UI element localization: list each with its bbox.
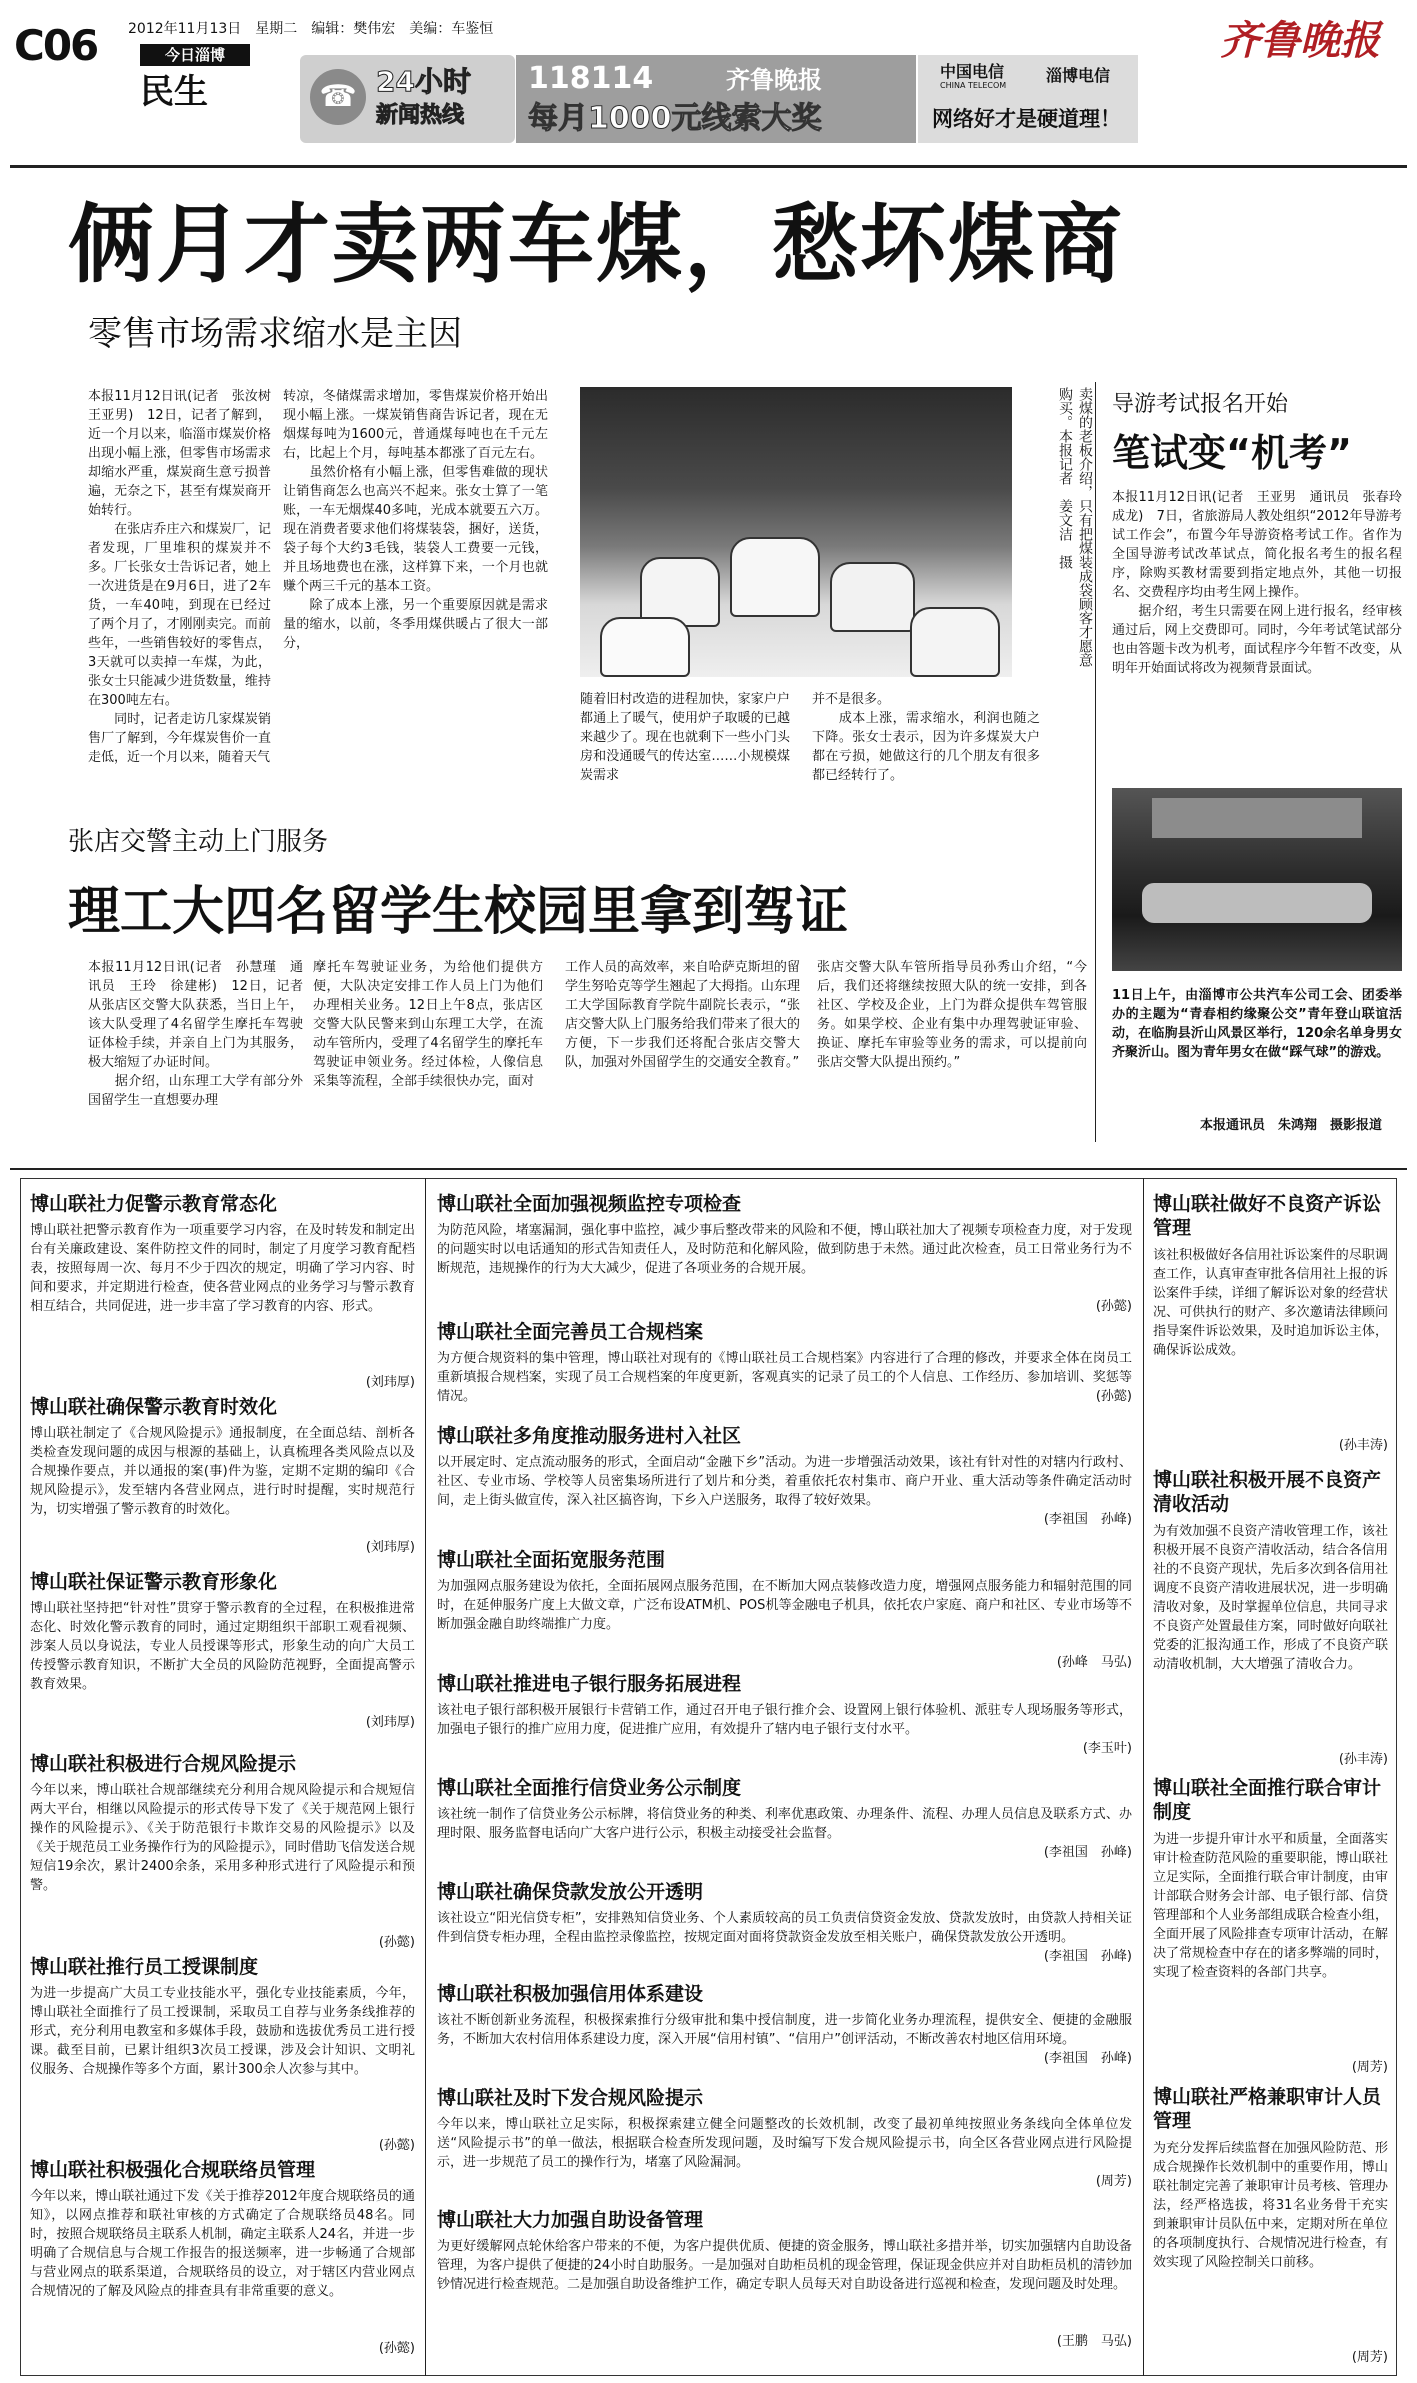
brief-title: 博山联社积极进行合规风险提示 <box>30 1753 297 1775</box>
brief-credit: (李玉叶) <box>1082 1741 1132 1756</box>
hotline-sub: 新闻热线 <box>376 103 465 128</box>
hotline-big: 24小时 <box>376 65 471 98</box>
brief-item <box>437 2208 1132 2368</box>
brief-title: 博山联社及时下发合规风险提示 <box>437 2087 704 2109</box>
brief-title: 博山联社推进电子银行服务拓展进程 <box>437 1673 742 1695</box>
page-number: C06 <box>14 21 98 70</box>
section-rule <box>10 1168 1407 1170</box>
brief-body: 以开展定时、定点流动服务的形式，全面启动“金融下乡”活动。为进一步增强活动效果，该社有针对性的对辖内行政村、社区、专业市场、学校等人员密集场所进行了划片和分类，着重依托农村集市、商户开业、重大活动等条件确定活动时间，走上街头做宣传，深入社区搞咨询，下乡入户送服务，取得了较好效果。 <box>437 1455 1132 1508</box>
brief-item <box>437 1320 1132 1422</box>
traffic-col-2: 摩托车驾驶证业务，为给他们提供方便，大队决定安排工作人员上门为他们办理相关业务。12日上午8点，张店区交警大队民警来到山东理工大学，在流动车管所内，受理了4名留学生的摩托车驾驶证申领业务。经过体检，人像信息采集等流程，全部手续很快办完，面对 <box>313 960 543 1089</box>
lead-col-3: 随着旧村改造的进程加快，家家户户都通上了暖气，使用炉子取暖的已越来越少了。现在也就剩下一些小门头房和没通暖气的传达室……小规模煤炭需求 <box>580 692 790 783</box>
brief-credit: (周芳) <box>1095 2174 1132 2189</box>
brief-title: 博山联社保证警示教育形象化 <box>30 1571 278 1593</box>
newspaper-logo: 齐鲁晚报 <box>1220 17 1380 64</box>
brief-item <box>437 1880 1132 1980</box>
crowd <box>1142 883 1372 923</box>
brief-body: 今年以来，博山联社通过下发《关于推荐2012年度合规联络员的通知》，以网点推荐和联社审核的方式确定了合规联络员48名。同时，按照合规联络员主联系人机制，确定主联系人24名，并进一步明确了合规信息与合规工作报告的报送频率，进一步畅通了合规部与营业网点的联系渠道，合规联络员的设立，对于辖区内营业网点合规情况的了解及风险点的排查具有非常重要的意义。 <box>30 2189 415 2299</box>
brief-body: 为更好缓解网点轮休给客户带来的不便，为客户提供优质、便捷的资金服务，博山联社多措并举，切实加强辖内自助设备管理，为客户提供了便捷的24小时自助服务。一是加强对自助柜员机的现金管理，保证现金供应并对自助柜员机的清钞加钞情况进行检查规范。二是加强自助设备维护工作，确定专职人员每天对自助设备进行巡视和检查，发现问题及时处理。 <box>437 2239 1132 2292</box>
brief-credit: (孙峰 马弘) <box>1056 1655 1132 1670</box>
traffic-col-4: 张店交警大队车管所指导员孙秀山介绍，“今后，我们还将继续按照大队的统一安排，到各社区、学校及企业，上门为群众提供车驾管服务。如果学校、企业有集中办理驾驶证审验、换证、摩托车审验等业务的需求，可以提前向张店交警大队提出预约。” <box>817 960 1087 1070</box>
brief-title: 博山联社严格兼职审计人员管理 <box>1153 2086 1382 2132</box>
brief-title: 博山联社大力加强自助设备管理 <box>437 2209 704 2231</box>
brief-body: 该社设立“阳光信贷专柜”，安排熟知信贷业务、个人素质较高的员工负责信贷资金发放、贷款发放时，由贷款人持相关证件到信贷专柜办理，全程由监控录像监控，按规定面对面将贷款资金发放至相关账户，确保贷款发放公开透明。 <box>437 1911 1132 1945</box>
brief-credit: (李祖国 孙峰) <box>1043 2051 1132 2066</box>
brief-item <box>437 2086 1132 2206</box>
brief-item <box>30 1192 415 1392</box>
brief-item <box>1153 1468 1388 1768</box>
brief-title: 博山联社全面拓宽服务范围 <box>437 1549 666 1571</box>
brief-body: 该社积极做好各信用社诉讼案件的尽职调查工作，认真审查审批各信用社上报的诉讼案件手续，详细了解诉讼对象的经营状况、可供执行的财产、多次邀请法律顾问指导案件诉讼效果，及时追加诉讼主体，确保诉讼成效。 <box>1153 1248 1388 1358</box>
brief-body: 博山联社坚持把“针对性”贯穿于警示教育的全过程，在积极推进常态化、时效化警示教育的同时，通过定期组织干部职工观看视频、涉案人员以身说法，专业人员授课等形式，形象生动的向广大员工传授警示教育知识，不断扩大全员的风险防范视野，全面提高警示教育效果。 <box>30 1601 415 1692</box>
guide-photo-caption: 11日上午，由淄博市公共汽车公司工会、团委举办的主题为“青春相约缘聚公交”青年登山联谊活动，在临朐县沂山风景区举行，120余名单身男女齐聚沂山。图为青年男女在做“踩气球”的游戏。 <box>1112 988 1402 1060</box>
brief-credit: (李祖国 孙峰) <box>1043 1845 1132 1860</box>
lead-col-4: 并不是很多。 成本上涨，需求缩水，利润也随之下降。张女士表示，因为许多煤炭大户都在亏损，她做这行的几个朋友有很多都已经转行了。 <box>812 692 1040 783</box>
brief-body: 该社统一制作了信贷业务公示标牌，将信贷业务的种类、利率优惠政策、办理条件、流程、办理人员信息及联系方式、办理时限、服务监督电话向广大客户进行公示，积极主动接受社会监督。 <box>437 1807 1132 1841</box>
brief-body: 为防范风险，堵塞漏洞，强化事中监控，减少事后整改带来的风险和不便，博山联社加大了视频专项检查力度，对于发现的问题实时以电话通知的形式告知责任人，及时防范和化解风险，做到防患于未然。通过此次检查，员工日常业务行为不断规范，违规操作的行为大大减少，促进了各项业务的合规开展。 <box>437 1223 1132 1276</box>
masthead-rule <box>10 165 1407 168</box>
brief-credit: (孙懿) <box>1095 1389 1132 1404</box>
brief-title: 博山联社确保贷款发放公开透明 <box>437 1881 704 1903</box>
telecom-brand-en: CHINA TELECOM <box>940 81 1007 90</box>
coal-bag <box>830 562 915 632</box>
traffic-kicker: 张店交警主动上门服务 <box>68 827 329 857</box>
brief-item <box>437 1982 1132 2084</box>
brief-item <box>30 1570 415 1748</box>
brief-credit: (周芳) <box>1351 2060 1388 2075</box>
brief-body: 该社不断创新业务流程，积极探索推行分级审批和集中授信制度，进一步简化业务办理流程，提供安全、便捷的金融服务，不断加大农村信用体系建设力度，深入开展“信用村镇”、“信用户”创评活动，不断改善农村地区信用环境。 <box>437 2013 1132 2047</box>
brief-title: 博山联社推行员工授课制度 <box>30 1956 259 1978</box>
promo-brand: 齐鲁晚报 <box>726 66 822 94</box>
brief-body: 博山联社把警示教育作为一项重要学习内容，在及时转发和制定出台有关廉政建设、案件防控文件的同时，制定了月度学习教育配档表，按照每周一次、每月不少于四次的规定，明确了学习内容、时间和要求，并定期进行检查，使各营业网点的业务学习与警示教育相互结合，共同促进，进一步丰富了学习教育的内容、形式。 <box>30 1223 415 1314</box>
lead-col-2: 转凉，冬储煤需求增加，零售煤炭价格开始出现小幅上涨。一煤炭销售商告诉记者，现在无烟煤每吨为1600元，普通煤每吨也在千元左右，比起上个月，每吨基本都涨了百元左右。 虽然价格有小幅上涨，但零售难做的现状让销售商怎么也高兴不起来。张女士算了一笔账，一车无烟煤40多吨，光成本就要五六万。现在消费者要求他们将煤装袋，捆好，送货，袋子每个大约3毛钱，装袋人工费要一元钱，并且场地费也在涨，这样算下来，一个月也就赚个两三千元的基本工资。 除了成本上涨，另一个重要原因就是需求量的缩水，以前，冬季用煤供暖占了很大一部分， <box>283 389 548 651</box>
brief-item <box>437 1548 1132 1670</box>
brief-body: 该社电子银行部积极开展银行卡营销工作，通过召开电子银行推介会、设置网上银行体验机、派驻专人现场服务等形式，加强电子银行的推广应用力度，促进推广应用，有效提升了辖内电子银行支付水平。 <box>437 1703 1132 1737</box>
coal-bag <box>910 607 1000 677</box>
brief-credit: (刘玮厚) <box>365 1715 415 1730</box>
brief-title: 博山联社全面推行联合审计制度 <box>1153 1777 1382 1823</box>
brief-credit: (孙懿) <box>378 2138 415 2153</box>
brief-credit: (李祖国 孙峰) <box>1043 1512 1132 1527</box>
brief-item <box>30 1955 415 2155</box>
brief-body: 今年以来，博山联社合规部继续充分利用合规风险提示和合规短信两大平台，相继以风险提示的形式传导下发了《关于规范网上银行操作的风险提示》、《关于防范银行卡欺诈交易的风险提示》以及《关于规范员工业务操作行为的风险提示》，同时借助飞信发送合规短信19余次，累计2400余条，采用多种形式进行了风险提示和预警。 <box>30 1783 415 1893</box>
guide-photo-credit: 本报通讯员 朱鸿翔 摄影报道 <box>1199 1118 1382 1133</box>
brief-title: 博山联社全面完善员工合规档案 <box>437 1321 704 1343</box>
guide-kicker: 导游考试报名开始 <box>1112 392 1289 417</box>
brief-credit: (孙丰涛) <box>1338 1752 1388 1767</box>
brief-body: 为充分发挥后续监督在加强风险防范、形成合规操作长效机制中的重要作用，博山联社制定完善了兼职审计员考核、管理办法，经严格选拔，将31名业务骨干充实到兼职审计员队伍中来，定期对所在单位的各项制度执行、合规情况进行检查，有效实现了风险控制关口前移。 <box>1153 2141 1388 2270</box>
brief-title: 博山联社积极强化合规联络员管理 <box>30 2159 316 2181</box>
brief-title: 博山联社多角度推动服务进村入社区 <box>437 1425 742 1447</box>
telecom-brand: 中国电信 <box>940 62 1005 81</box>
brief-item <box>30 1752 415 1952</box>
brief-body: 为进一步提高广大员工专业技能水平，强化专业技能素质，今年，博山联社全面推行了员工授课制，采取员工自荐与业务条线推荐的形式，充分利用电教室和多媒体手段，鼓励和选拔优秀员工进行授课。截至目前，已累计组织3次员工授课，涉及会计知识、文明礼仪服务、合规操作等多个方面，累计300余人次参与其中。 <box>30 1986 415 2077</box>
brief-title: 博山联社全面推行信贷业务公示制度 <box>437 1777 742 1799</box>
promo-text: 每月1000元线索大奖 <box>528 101 822 136</box>
column-divider <box>1095 382 1096 1142</box>
brief-credit: (周芳) <box>1351 2350 1388 2365</box>
promo-banner <box>516 55 916 143</box>
brief-item <box>437 1672 1132 1774</box>
brief-credit: (刘玮厚) <box>365 1375 415 1390</box>
briefs-divider-1 <box>425 1178 426 2376</box>
brief-credit: (孙懿) <box>378 1935 415 1950</box>
brief-credit: (孙懿) <box>378 2341 415 2356</box>
promo-number: 118114 <box>528 61 654 96</box>
coal-bag <box>600 617 690 677</box>
lead-col-1: 本报11月12日讯(记者 张汝树 王亚男) 12日，记者了解到，近一个月以来，临淄市煤炭价格出现小幅上涨，但零售市场需求却缩水严重，煤炭商生意亏损普遍，无奈之下，甚至有煤炭商开始转行。 在张店乔庄六和煤炭厂，记者发现，厂里堆积的煤炭并不多。厂长张女士告诉记者，她上一次进货是在9月6日，进了2车货，一车40吨，到现在已经过了两个月了，才刚刚卖完。而前些年，一些销售较好的零售点，3天就可以卖掉一车煤，为此，张女士只能减少进货数量，维持在300吨左右。 同时，记者走访几家煤炭销售厂了解到，今年煤炭售价一直走低，近一个月以来，随着天气 <box>88 389 271 765</box>
brief-item <box>1153 1192 1388 1462</box>
telecom-local: 淄博电信 <box>1046 66 1111 85</box>
telecom-slogan: 网络好才是硬道理！ <box>932 107 1121 131</box>
brief-credit: (王鹏 马弘) <box>1056 2334 1132 2349</box>
traffic-col-3: 工作人员的高效率，来自哈萨克斯坦的留学生努哈克等学生翘起了大拇指。山东理工大学国际教育学院牛副院长表示，“张店交警大队上门服务给我们带来了很大的方便，下一步我们还将配合张店交警大队，加强对外国留学生的交通安全教育。” <box>565 960 800 1070</box>
brief-title: 博山联社确保警示教育时效化 <box>30 1396 278 1418</box>
guide-headline: 笔试变“机考” <box>1112 431 1352 475</box>
brief-credit: (孙丰涛) <box>1338 1438 1388 1453</box>
hotline-banner <box>300 55 515 143</box>
brief-title: 博山联社积极开展不良资产清收活动 <box>1153 1469 1382 1515</box>
brief-body: 博山联社制定了《合规风险提示》通报制度，在全面总结、剖析各类检查发现问题的成因与根源的基础上，认真梳理各类风险点以及合规操作要点，并以通报的案(事)件为鉴，定期不定期的编印《合规风险提示》，发至辖内各营业网点，进行时时提醒，实时规范行为，切实增强了警示教育的时效化。 <box>30 1426 415 1517</box>
lead-photo <box>580 387 1012 677</box>
traffic-headline: 理工大四名留学生校园里拿到驾证 <box>68 882 849 942</box>
brief-body: 为方便合规资料的集中管理，博山联社对现有的《博山联社员工合规档案》内容进行了合理的修改，并要求全体在岗员工重新填报合规档案，实现了员工合规档案的年度更新，客观真实的记录了员工的个人信息、工作经历、参加培训、奖惩等情况。 <box>437 1351 1132 1404</box>
lead-subhead: 零售市场需求缩水是主因 <box>88 314 462 354</box>
brief-body: 为加强网点服务建设为依托，全面拓展网点服务范围，在不断加大网点装修改造力度，增强网点服务能力和辐射范围的同时，在延伸服务广度上大做文章，广泛布设ATM机、POS机等金融电子机具，依托农户家庭、商户和社区、专业市场等不断加强金融自助终端推广力度。 <box>437 1579 1132 1632</box>
stage-light <box>1152 798 1362 838</box>
brief-item <box>437 1776 1132 1878</box>
brief-credit: (刘玮厚) <box>365 1540 415 1555</box>
guide-photo <box>1112 788 1402 971</box>
coal-bag <box>730 537 820 617</box>
brief-title: 博山联社全面加强视频监控专项检查 <box>437 1193 742 1215</box>
brief-title: 博山联社积极加强信用体系建设 <box>437 1983 704 2005</box>
brief-body: 为有效加强不良资产清收管理工作，该社积极开展不良资产清收活动，结合各信用社的不良资产现状，先后多次到各信用社调度不良资产清收进展状况，进一步明确清收对象，及时掌握单位信息，共同寻求不良资产处置最佳方案，同时做好向联社党委的汇报沟通工作，形成了不良资产联动清收机制，大大增强了清收合力。 <box>1153 1524 1388 1672</box>
brief-item <box>30 1395 415 1565</box>
traffic-col-1: 本报11月12日讯(记者 孙慧瑾 通讯员 王玲 徐建彬) 12日，记者从张店区交警大队获悉，当日上午，该大队受理了4名留学生摩托车驾驶证体检手续，并亲自上门为其服务，极大缩短了办证时间。 据介绍，山东理工大学有部分外国留学生一直想要办理 <box>88 960 303 1108</box>
lead-photo-caption: 卖煤的老板介绍，只有把煤装成袋顾客才愿意购买。本报记者 姜文洁 摄 <box>1057 387 1093 667</box>
phone-icon: ☎ <box>310 69 366 125</box>
brief-body: 为进一步提升审计水平和质量，全面落实审计检查防范风险的重要职能，博山联社立足实际，全面推行联合审计制度，由审计部联合财务会计部、电子银行部、信贷管理部和个人业务部组成联合检查小组，全面开展了风险排查专项审计活动，在解决了常规检查中存在的诸多弊端的同时，实现了检查资料的各部门共享。 <box>1153 1832 1388 1980</box>
masthead <box>0 0 1417 170</box>
brief-item <box>30 2158 415 2368</box>
brief-title: 博山联社做好不良资产诉讼管理 <box>1153 1193 1382 1239</box>
briefs-divider-2 <box>1143 1178 1144 2376</box>
brief-item <box>1153 2085 1388 2370</box>
telecom-banner <box>918 55 1138 143</box>
lead-headline: 俩月才卖两车煤，愁坏煤商 <box>68 195 1124 295</box>
brief-title: 博山联社力促警示教育常态化 <box>30 1193 278 1215</box>
brief-item <box>437 1192 1132 1317</box>
guide-body: 本报11月12日讯(记者 王亚男 通讯员 张春玲 成龙) 7日，省旅游局人教处组织“2012年导游考试工作会”，布置今年导游资格考试工作。省作为全国导游考试改革试点，简化报名考生的报名程序，除购买教材需要到指定地点外，其他一切报名、交费程序均由考生网上操作。 据介绍，考生只需要在网上进行报名，经审核通过后，网上交费即可。同时，今年考试笔试部分也由答题卡改为机考，面试程序今年暂不改变，从明年开始面试将改为视频背景面试。 <box>1112 490 1402 676</box>
section-tag: 今日淄博 <box>140 44 250 66</box>
brief-item <box>1153 1776 1388 2076</box>
brief-item <box>437 1424 1132 1544</box>
brief-credit: (李祖国 孙峰) <box>1043 1949 1132 1964</box>
brief-body: 今年以来，博山联社立足实际，积极探索建立健全问题整改的长效机制，改变了最初单纯按照业务条线向全体单位发送“风险提示书”的单一做法，根据联合检查所发现问题，及时编写下发合规风险提示书，向全区各营业网点进行风险提示，进一步规范了员工的操作行为，堵塞了风险漏洞。 <box>437 2117 1132 2170</box>
section-name: 民生 <box>140 72 208 112</box>
brief-credit: (孙懿) <box>1095 1299 1132 1314</box>
date-line: 2012年11月13日 星期二 编辑：樊伟宏 美编：车鉴恒 <box>128 21 494 37</box>
